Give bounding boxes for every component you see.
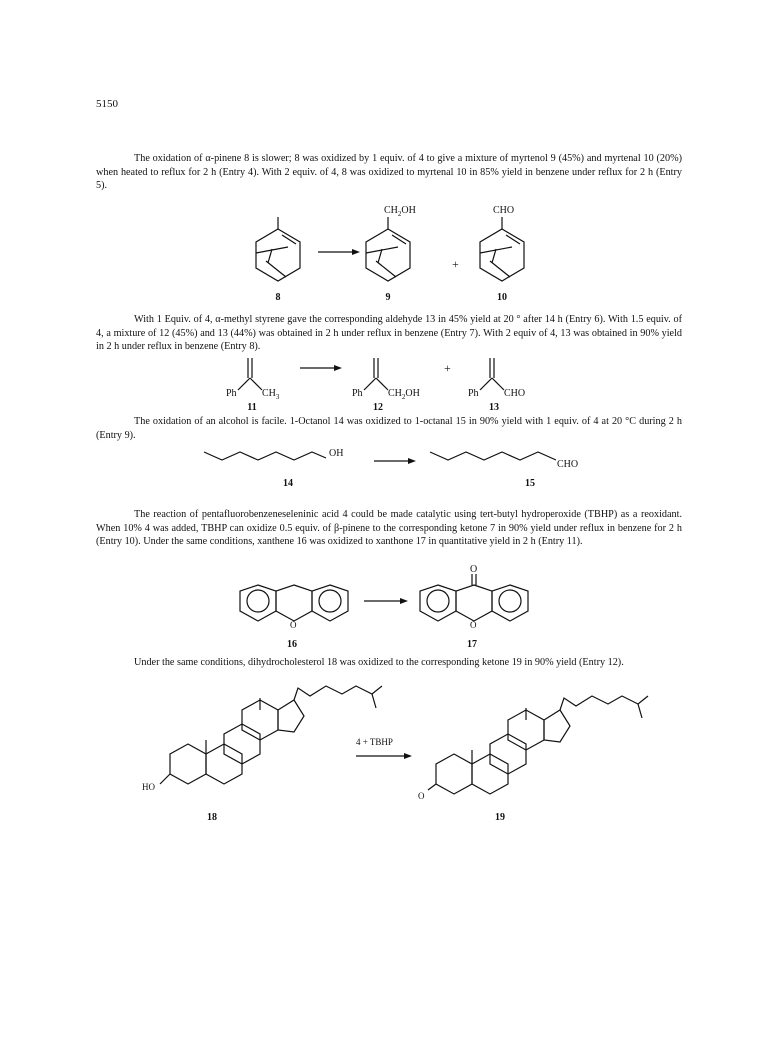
oh-14: OH [329, 448, 344, 459]
cholestanone-19 [418, 696, 648, 801]
ph-13: Ph [468, 388, 479, 399]
ph-11: Ph [226, 388, 237, 399]
myrtenal-substituent: CHO [493, 205, 515, 216]
ch2oh-12: $CH_2OH$ [388, 388, 420, 401]
cho-15: CHO [557, 459, 579, 470]
ch3-11: $CH_3$ [262, 388, 280, 401]
label-16: 16 [287, 639, 297, 650]
paragraph-cholesterol: Under the same conditions, dihydrocholesterol 18 was oxidized to the corresponding ketone 19 in 90% yield (Entry 12). [134, 657, 624, 668]
carbonyl-oxygen-17: O [470, 564, 478, 575]
label-19: 19 [495, 812, 505, 823]
label-11: 11 [247, 402, 257, 413]
label-13: 13 [489, 402, 499, 413]
oxygen-17: O [470, 620, 477, 630]
label-9: 9 [385, 292, 391, 303]
oxygen-16: O [290, 620, 297, 630]
label-17: 17 [467, 639, 477, 650]
dihydrocholesterol-18 [142, 686, 382, 792]
reagent-label: 4 + TBHP [356, 737, 393, 747]
paragraph-pinene: The oxidation of α-pinene 8 is slower; 8 was oxidized by 1 equiv. of 4 to give a mixture of myrtenol 9 (45%) and myrtenal 10 (20%) when heated to reflux for 2 h (Entry 4). With 2 equiv. of 4, 8 was oxidized to myrtenal 10 in 85% yield in benzene under reflux for 2 h (Entry 5). [96, 153, 682, 191]
label-10: 10 [497, 292, 507, 303]
label-8: 8 [275, 292, 281, 303]
paragraph-styrene: With 1 Equiv. of 4, α-methyl styrene gave the corresponding aldehyde 13 in 45% yield at 20 ° after 14 h (Entry 6). With 1.5 equiv. of 4, a mixture of 12 (45%) and 13 (44%) was obtained in 2 h under reflux in benzene (Entry 7). With 2 equiv of 4, 13 was obtained in 90% yield in 2 h under reflux in benzene (Entry 8). [96, 314, 682, 352]
plus-sign-2: + [444, 361, 451, 375]
page-number: 5150 [96, 98, 118, 110]
label-18: 18 [207, 812, 217, 823]
paragraph-octanol: The oxidation of an alcohol is facile. 1-Octanol 14 was oxidized to 1-octanal 15 in 90% yield with 1 equiv. of 4 at 20 °C during 2 h (Entry 9). [96, 416, 682, 441]
label-15: 15 [525, 478, 535, 489]
plus-sign: + [452, 257, 459, 271]
label-12: 12 [373, 402, 383, 413]
o-19: O [418, 791, 425, 801]
ph-12: Ph [352, 388, 363, 399]
cho-13: CHO [504, 388, 526, 399]
paragraph-catalytic: The reaction of pentafluorobenzeneseleninic acid 4 could be made catalytic using tert-butyl hydroperoxide (TBHP) as a reoxidant. When 10% 4 was added, TBHP can oxidize 0.5 equiv. of β-pinene to the corresponding ketone 7 in 90% yield under reflux in benzene for 2 h (Entry 10). Under the same conditions, xanthene 16 was oxidized to xanthone 17 in quantitative yield in 2 h (Entry 11). [96, 509, 682, 547]
myrtenol-substituent: $CH_2OH$ [384, 205, 416, 218]
ho-18: HO [142, 782, 155, 792]
label-14: 14 [283, 478, 293, 489]
